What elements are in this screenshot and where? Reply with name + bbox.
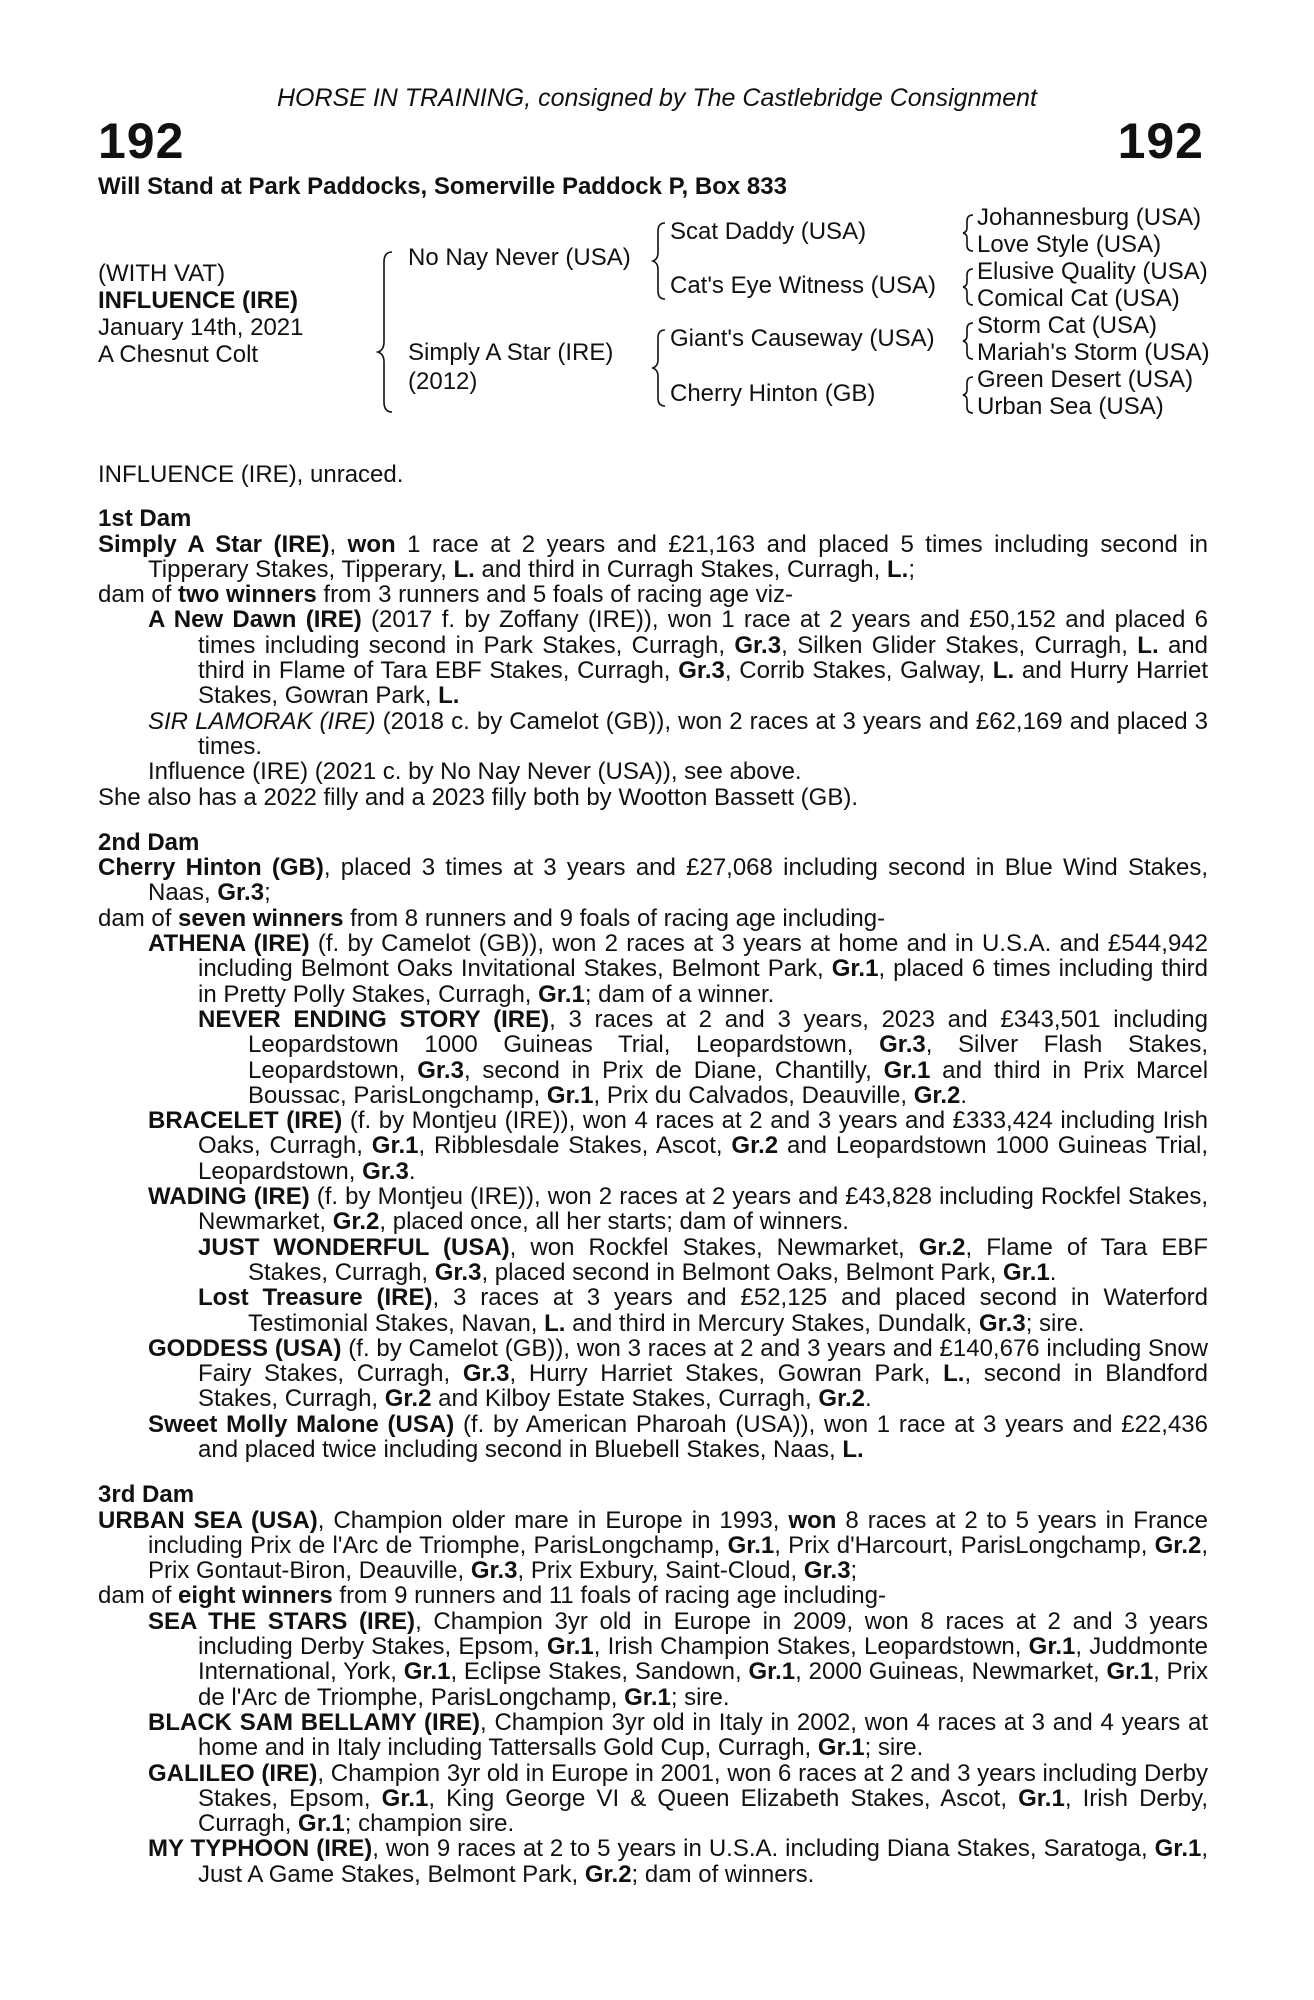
third-dam-heading: 3rd Dam: [98, 1481, 195, 1509]
pedigree-g3-4: Comical Cat (USA): [977, 285, 1180, 312]
offspring-a-new-dawn: A New Dawn (IRE) (2017 f. by Zoffany (IRE)), won 1 race at 2 years and £50,152 and placed 6 times including second in Park Stakes, Curragh, Gr.3, Silken Glider Stakes, Curragh, L. and third in Flame of Tara EBF Stakes, Curragh, Gr.3, Corrib Stakes, Galway, L. and Hurry Harriet Stakes, Gowran Park, L.: [148, 606, 1209, 710]
lot-number-left: 192: [98, 113, 185, 169]
second-dam-heading: 2nd Dam: [98, 828, 200, 856]
page-header: HORSE IN TRAINING, consigned by The Castlebridge Consignment: [276, 84, 1038, 112]
pedigree-sire-dam: Cat's Eye Witness (USA): [670, 272, 936, 299]
horse-description: A Chesnut Colt: [98, 341, 259, 368]
first-dam-produce: dam of two winners from 3 runners and 5 foals of racing age viz-: [98, 581, 793, 609]
second-dam-produce: dam of seven winners from 8 runners and 9 foals of racing age including-: [98, 904, 886, 932]
offspring-never-ending-story: NEVER ENDING STORY (IRE), 3 races at 2 and 3 years, 2023 and £343,501 including Leopardstown 1000 Guineas Trial, Leopardstown, Gr.3, Silver Flash Stakes, Leopardstown, Gr.3, second in Prix de Diane, Chantilly, Gr.1 and third in Prix Marcel Boussac, ParisLongchamp, Gr.1, Prix du Calvados, Deauville, Gr.2.: [198, 1005, 1209, 1109]
offspring-my-typhoon: MY TYPHOON (IRE), won 9 races at 2 to 5 years in U.S.A. including Diana Stakes, Saratoga, Gr.1, Just A Game Stakes, Belmont Park, Gr.2; dam of winners.: [148, 1835, 1209, 1888]
offspring-influence: Influence (IRE) (2021 c. by No Nay Never (USA)), see above.: [148, 758, 802, 786]
pedigree-sire: No Nay Never (USA): [408, 244, 631, 271]
vat-note: (WITH VAT): [98, 260, 226, 287]
offspring-sweet-molly-malone: Sweet Molly Malone (USA) (f. by American Pharoah (USA)), won 1 race at 3 years and £22,436 and placed twice including second in Bluebell Stakes, Naas, L.: [148, 1410, 1208, 1463]
third-dam-record: URBAN SEA (USA), Champion older mare in Europe in 1993, won 8 races at 2 to 5 years in France including Prix de l'Arc de Triomphe, ParisLongchamp, Gr.1, Prix d'Harcourt, ParisLongchamp, Gr.2, Prix Gontaut-Biron, Deauville, Gr.3, Prix Exbury, Saint-Cloud, Gr.3;: [98, 1506, 1209, 1585]
pedigree-g3-1: Johannesburg (USA): [977, 204, 1202, 231]
produce-record: [98, 462, 1208, 1887]
horse-dob: January 14th, 2021: [98, 314, 304, 341]
offspring-just-wonderful: JUST WONDERFUL (USA), won Rockfel Stakes, Newmarket, Gr.2, Flame of Tara EBF Stakes, Curragh, Gr.3, placed second in Belmont Oaks, Belmont Park, Gr.1.: [198, 1233, 1208, 1286]
pedigree-g3-8: Urban Sea (USA): [977, 393, 1164, 420]
offspring-sir-lamorak: SIR LAMORAK (IRE) (2018 c. by Camelot (GB)), won 2 races at 3 years and £62,169 and placed 3 times.: [148, 707, 1209, 760]
offspring-sea-the-stars: SEA THE STARS (IRE), Champion 3yr old in Europe in 2009, won 8 races at 2 and 3 years including Derby Stakes, Epsom, Gr.1, Irish Champion Stakes, Leopardstown, Gr.1, Juddmonte International, York, Gr.1, Eclipse Stakes, Sandown, Gr.1, 2000 Guineas, Newmarket, Gr.1, Prix de l'Arc de Triomphe, ParisLongchamp, Gr.1; sire.: [148, 1607, 1209, 1711]
first-dam-record: Simply A Star (IRE), won 1 race at 2 years and £21,163 and placed 5 times including second in Tipperary Stakes, Tipperary, L. and third in Curragh Stakes, Curragh, L.;: [98, 530, 1208, 583]
second-dam-record: Cherry Hinton (GB), placed 3 times at 3 years and £27,068 including second in Blue Wind Stakes, Naas, Gr.3;: [98, 854, 1208, 907]
unraced-note: INFLUENCE (IRE), unraced.: [98, 461, 404, 488]
first-dam-also: She also has a 2022 filly and a 2023 filly both by Wootton Bassett (GB).: [98, 783, 858, 811]
stand-location: Will Stand at Park Paddocks, Somerville Paddock P, Box 833: [98, 173, 787, 200]
pedigree-g3-6: Mariah's Storm (USA): [977, 339, 1210, 366]
offspring-athena: ATHENA (IRE) (f. by Camelot (GB)), won 2 races at 3 years at home and in U.S.A. and £544,942 including Belmont Oaks Invitational Stakes, Belmont Park, Gr.1, placed 6 times including third in Pretty Polly Stakes, Curragh, Gr.1; dam of a winner.: [148, 930, 1209, 1008]
offspring-wading: WADING (IRE) (f. by Montjeu (IRE)), won 2 races at 2 years and £43,828 including Rockfel Stakes, Newmarket, Gr.2, placed once, all her starts; dam of winners.: [148, 1183, 1208, 1236]
pedigree-g3-7: Green Desert (USA): [977, 366, 1194, 393]
offspring-black-sam-bellamy: BLACK SAM BELLAMY (IRE), Champion 3yr old in Italy in 2002, won 4 races at 3 and 4 years at home and in Italy including Tattersalls Gold Cup, Curragh, Gr.1; sire.: [148, 1708, 1208, 1762]
offspring-bracelet: BRACELET (IRE) (f. by Montjeu (IRE)), won 4 races at 2 and 3 years and £333,424 including Irish Oaks, Curragh, Gr.1, Ribblesdale Stakes, Ascot, Gr.2 and Leopardstown 1000 Guineas Trial, Leopardstown, Gr.3.: [148, 1107, 1209, 1185]
pedigree-g3-3: Elusive Quality (USA): [977, 258, 1208, 285]
offspring-goddess: GODDESS (USA) (f. by Camelot (GB)), won 3 races at 2 and 3 years and £140,676 including Snow Fairy Stakes, Curragh, Gr.3, Hurry Harriet Stakes, Gowran Park, L., second in Blandford Stakes, Curragh, Gr.2 and Kilboy Estate Stakes, Curragh, Gr.2.: [148, 1334, 1209, 1413]
pedigree-g3-2: Love Style (USA): [977, 231, 1162, 258]
offspring-lost-treasure: Lost Treasure (IRE), 3 races at 3 years and £52,125 and placed second in Waterford Testimonial Stakes, Navan, L. and third in Mercury Stakes, Dundalk, Gr.3; sire.: [198, 1284, 1208, 1337]
offspring-galileo: GALILEO (IRE), Champion 3yr old in Europe in 2001, won 6 races at 2 and 3 years including Derby Stakes, Epsom, Gr.1, King George VI & Queen Elizabeth Stakes, Ascot, Gr.1, Irish Derby, Curragh, Gr.1; champion sire.: [148, 1759, 1208, 1838]
pedigree-dam-dam: Cherry Hinton (GB): [670, 380, 876, 407]
pedigree-g3-5: Storm Cat (USA): [977, 312, 1158, 339]
pedigree-dam-sire: Giant's Causeway (USA): [670, 325, 935, 352]
pedigree-sire-sire: Scat Daddy (USA): [670, 218, 867, 245]
horse-name: INFLUENCE (IRE): [98, 287, 298, 314]
third-dam-produce: dam of eight winners from 9 runners and 11 foals of racing age including-: [98, 1582, 886, 1610]
lot-number-right: 192: [1117, 113, 1204, 169]
pedigree-dam: Simply A Star (IRE): [408, 339, 614, 366]
pedigree-dam-year: (2012): [408, 368, 478, 395]
first-dam-heading: 1st Dam: [98, 505, 192, 533]
